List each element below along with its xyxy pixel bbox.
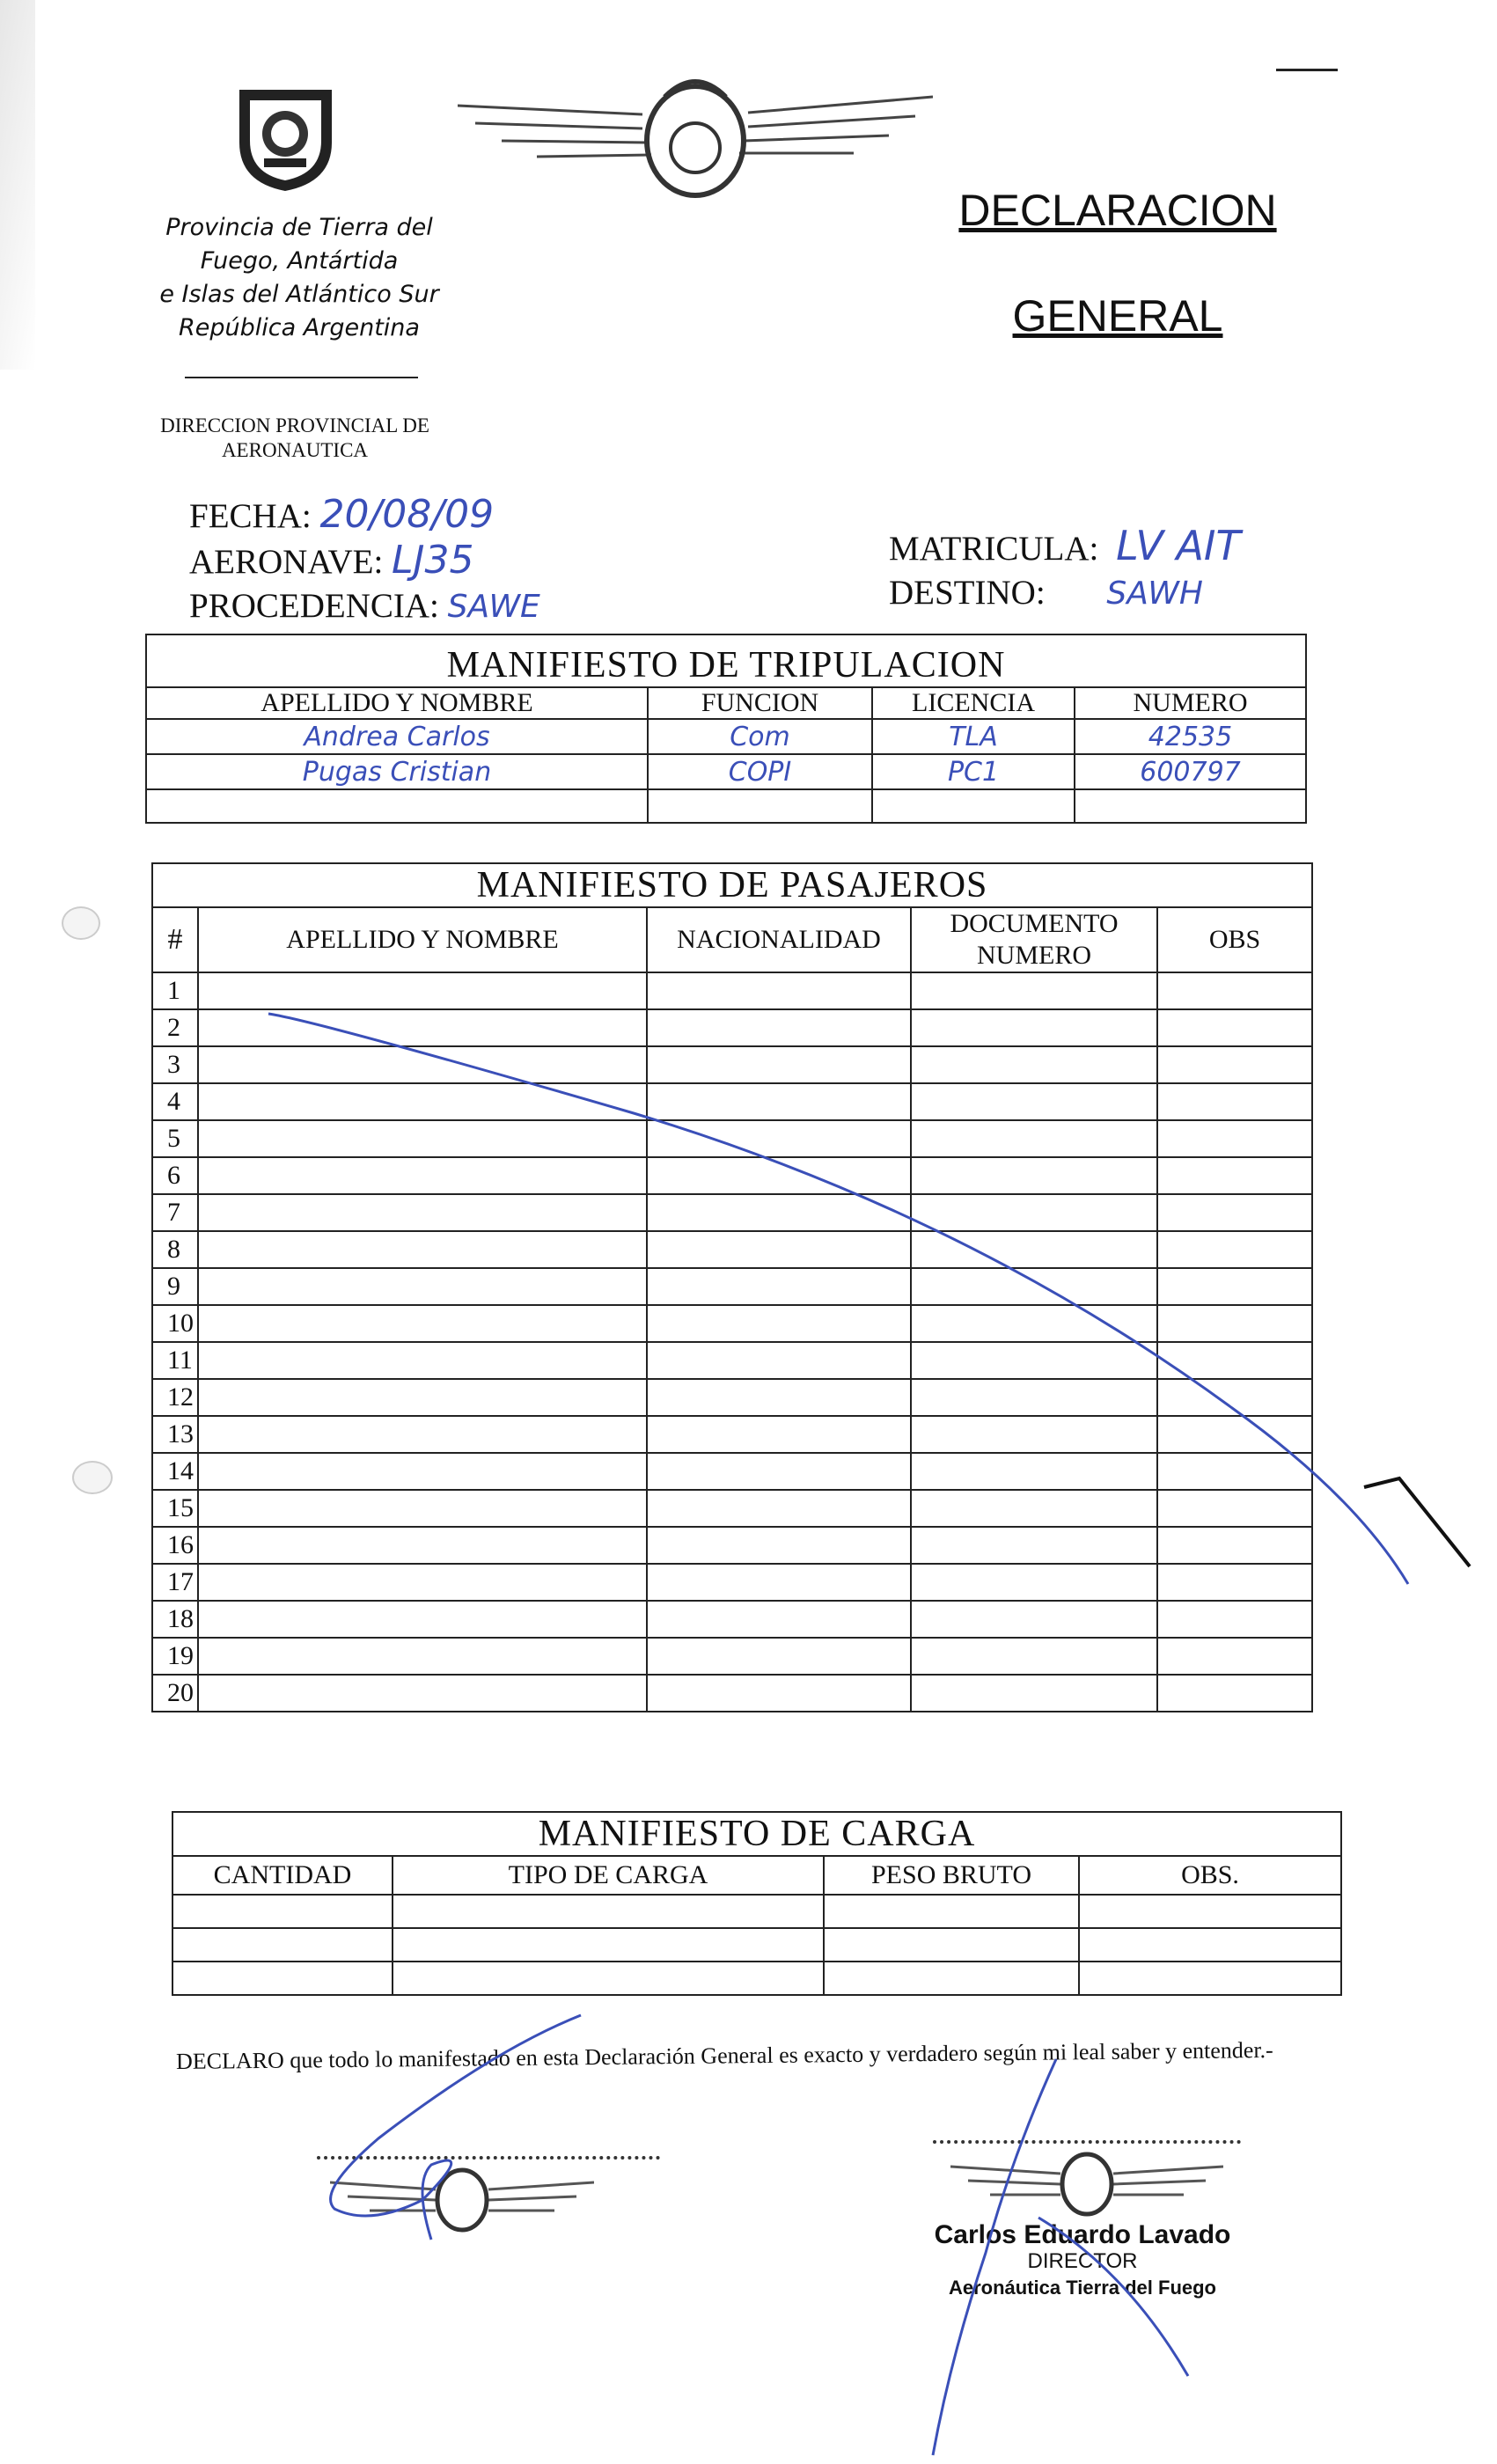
- cargo-manifest-title: MANIFIESTO DE CARGA: [172, 1812, 1341, 1856]
- province-line-3: e Islas del Atlántico Sur: [159, 281, 439, 308]
- direction-line-1: DIRECCION PROVINCIAL DE: [160, 414, 429, 436]
- matricula-value: LV AIT: [1116, 522, 1241, 569]
- passenger-index: 4: [152, 1083, 198, 1120]
- crew-license: PC1: [872, 754, 1075, 789]
- passenger-header-nationality: NACIONALIDAD: [647, 907, 911, 972]
- passenger-header-document-line2: NUMERO: [976, 941, 1091, 970]
- cargo-header-quantity: CANTIDAD: [172, 1856, 393, 1895]
- crew-number: 600797: [1075, 754, 1306, 789]
- passenger-index: 16: [152, 1527, 198, 1564]
- cargo-header-weight: PESO BRUTO: [824, 1856, 1079, 1895]
- passenger-header-name: APELLIDO Y NOMBRE: [198, 907, 647, 972]
- direction-line-2: AERONAUTICA: [221, 439, 369, 461]
- passenger-index: 15: [152, 1490, 198, 1527]
- passenger-index: 19: [152, 1638, 198, 1675]
- aeronave-label: AERONAVE:: [189, 543, 384, 581]
- signatory-org: Aeronáutica Tierra del Fuego: [948, 2277, 1216, 2299]
- passenger-index: 17: [152, 1564, 198, 1601]
- passenger-index: 13: [152, 1416, 198, 1453]
- signatory-name: Carlos Eduardo Lavado: [934, 2220, 1231, 2249]
- destino-value: SAWH: [1106, 576, 1203, 612]
- crew-function: COPI: [648, 754, 872, 789]
- procedencia-label: PROCEDENCIA:: [189, 587, 439, 625]
- declaration-text: DECLARO que todo lo manifestado en esta Declaración General es exacto y verdadero según mi leal saber y entender.-: [175, 2036, 1273, 2074]
- crew-header-name: APELLIDO Y NOMBRE: [146, 687, 648, 719]
- passenger-index: 1: [152, 972, 198, 1009]
- passenger-index: 18: [152, 1601, 198, 1638]
- passenger-index: 9: [152, 1268, 198, 1305]
- passenger-index: 12: [152, 1379, 198, 1416]
- crew-name: Pugas Cristian: [146, 754, 648, 789]
- passenger-index: 11: [152, 1342, 198, 1379]
- signature-right-stroke: [933, 2059, 1188, 2455]
- crew-function: Com: [648, 719, 872, 754]
- passenger-manifest-title: MANIFIESTO DE PASAJEROS: [152, 863, 1312, 907]
- passenger-index: 3: [152, 1046, 198, 1083]
- fecha-value: 20/08/09: [319, 492, 495, 537]
- crew-header-function: FUNCION: [648, 687, 872, 719]
- matricula-label: MATRICULA:: [889, 530, 1099, 568]
- cargo-header-obs: OBS.: [1079, 1856, 1341, 1895]
- province-line-4: República Argentina: [179, 314, 420, 341]
- margin-stroke: [1364, 1478, 1470, 1566]
- crew-name: Andrea Carlos: [146, 719, 648, 754]
- passenger-index: 5: [152, 1120, 198, 1157]
- crew-license: TLA: [872, 719, 1075, 754]
- cargo-header-type: TIPO DE CARGA: [393, 1856, 824, 1895]
- document-title-1: DECLARACION: [958, 186, 1277, 235]
- destino-label: DESTINO:: [889, 574, 1046, 612]
- passenger-index: 20: [152, 1675, 198, 1712]
- passenger-header-obs: OBS: [1157, 907, 1312, 972]
- passenger-header-index: #: [152, 907, 198, 972]
- passenger-index: 14: [152, 1453, 198, 1490]
- province-line-1: Provincia de Tierra del: [165, 214, 433, 241]
- document-title-2: GENERAL: [1012, 291, 1223, 341]
- signatory-role: DIRECTOR: [1027, 2249, 1138, 2273]
- void-line-stroke: [268, 1014, 1408, 1584]
- passenger-index: 2: [152, 1009, 198, 1046]
- passenger-index: 8: [152, 1231, 198, 1268]
- passenger-index: 10: [152, 1305, 198, 1342]
- passenger-index: 6: [152, 1157, 198, 1194]
- crew-header-license: LICENCIA: [872, 687, 1075, 719]
- passenger-index: 7: [152, 1194, 198, 1231]
- crew-header-number: NUMERO: [1075, 687, 1306, 719]
- aeronave-value: LJ35: [392, 538, 474, 583]
- fecha-label: FECHA:: [189, 497, 312, 535]
- signature-left-stroke: [331, 2015, 581, 2240]
- province-line-2: Fuego, Antártida: [200, 247, 399, 275]
- crew-number: 42535: [1075, 719, 1306, 754]
- passenger-header-document-line1: DOCUMENTO: [950, 909, 1119, 938]
- crew-manifest-title: MANIFIESTO DE TRIPULACION: [146, 634, 1306, 687]
- procedencia-value: SAWE: [447, 589, 540, 625]
